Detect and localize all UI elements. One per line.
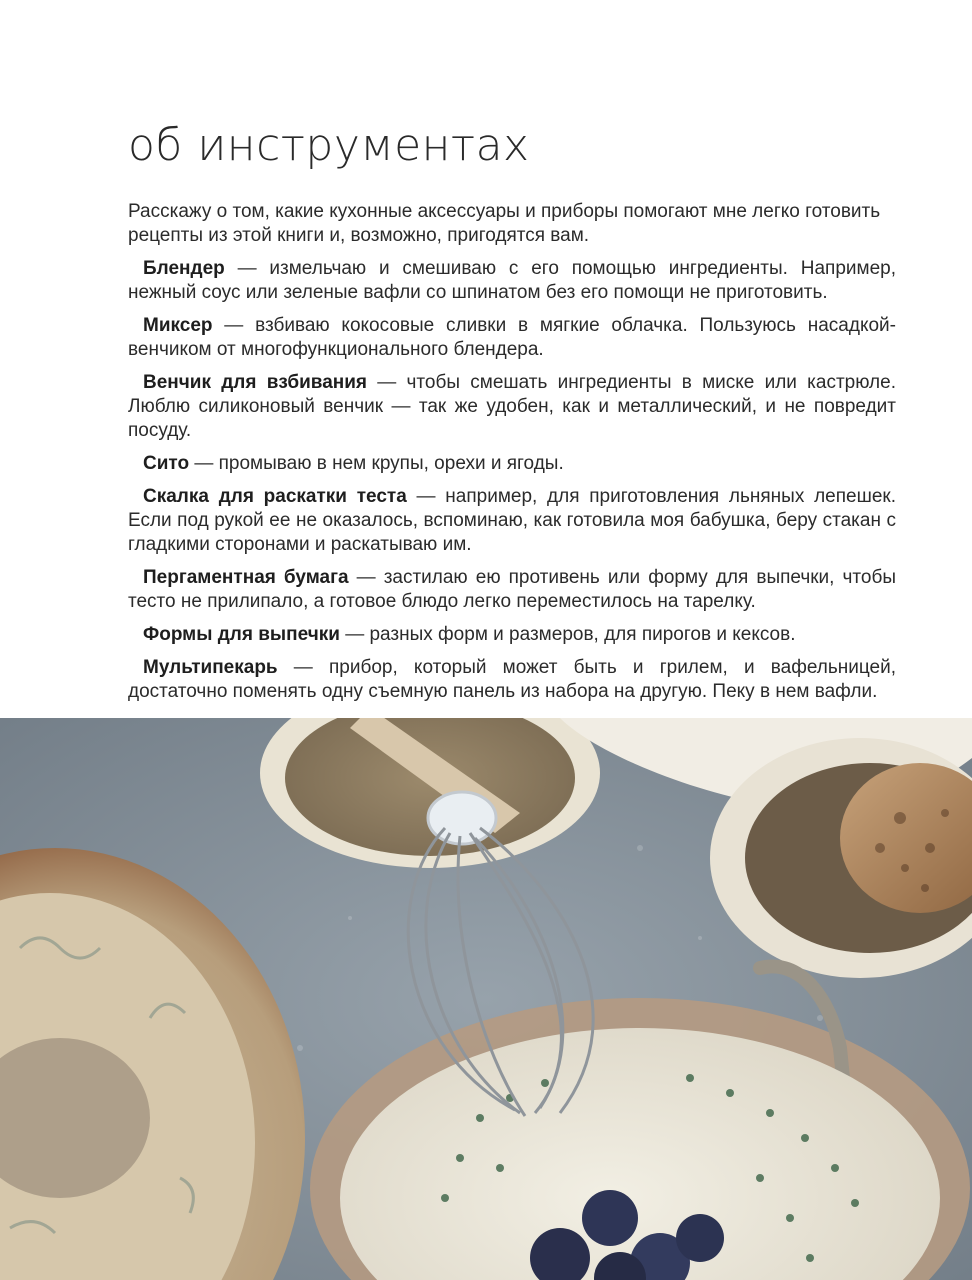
tool-term: Скалка для раскатки теста [143,486,407,507]
tool-term: Мультипекарь [143,657,278,678]
intro-paragraph: Расскажу о том, какие кухонные аксессуары и приборы помогают мне легко готовить рецепты из этой книги и, возможно, пригодятся вам. [128,201,881,246]
tool-term: Венчик для взбивания [143,372,368,393]
tool-description: — промываю в нем крупы, орехи и ягоды. [189,453,564,474]
tool-description: — прибор, который может быть и грилем, и вафельницей, достаточно поменять одну съемную панель из набора на другую. Пеку в нем вафли. [128,657,896,702]
page-title: об инструментах [128,120,530,171]
tool-entry-sieve [128,452,896,476]
tool-term: Сито [143,453,190,474]
tool-entry-whisk [128,371,896,443]
article-body [128,200,896,713]
tool-entry-multibaker [128,656,896,704]
tool-term: Формы для выпечки [143,624,340,645]
tool-entry-rolling-pin [128,485,896,557]
kitchen-tools-photo [0,718,972,1280]
tool-term: Блендер [143,258,225,279]
tool-entry-mixer [128,314,896,362]
tool-entry-baking-forms [128,623,896,647]
tool-description: — разных форм и размеров, для пирогов и кексов. [339,624,796,645]
tool-description: — взбиваю кокосовые сливки в мягкие облачка. Пользуюсь насадкой-венчиком от многофункционального блендера. [128,315,896,360]
tool-entry-parchment [128,566,896,614]
tool-term: Миксер [143,315,213,336]
tool-description: — застилаю ею противень или форму для выпечки, чтобы тесто не прилипало, а готовое блюдо легко переместилось на тарелку. [128,567,896,612]
tool-description: — измельчаю и смешиваю с его помощью ингредиенты. Например, нежный соус или зеленые вафли со шпинатом без его помощи не приготовить. [128,258,896,303]
tool-description: — например, для приготовления льняных лепешек. Если под рукой ее не оказалось, вспоминаю, как готовила моя бабушка, беру стакан с гладкими сторонами и раскатываю им. [128,486,896,555]
tool-description: — чтобы смешать ингредиенты в миске или кастрюле. Люблю силиконовый венчик — так же удобен, как и металлический, и не повредит посуду. [128,372,896,441]
tool-term: Пергаментная бумага [143,567,349,588]
photo-illustration [0,718,972,1280]
tool-entry-blender [128,257,896,305]
